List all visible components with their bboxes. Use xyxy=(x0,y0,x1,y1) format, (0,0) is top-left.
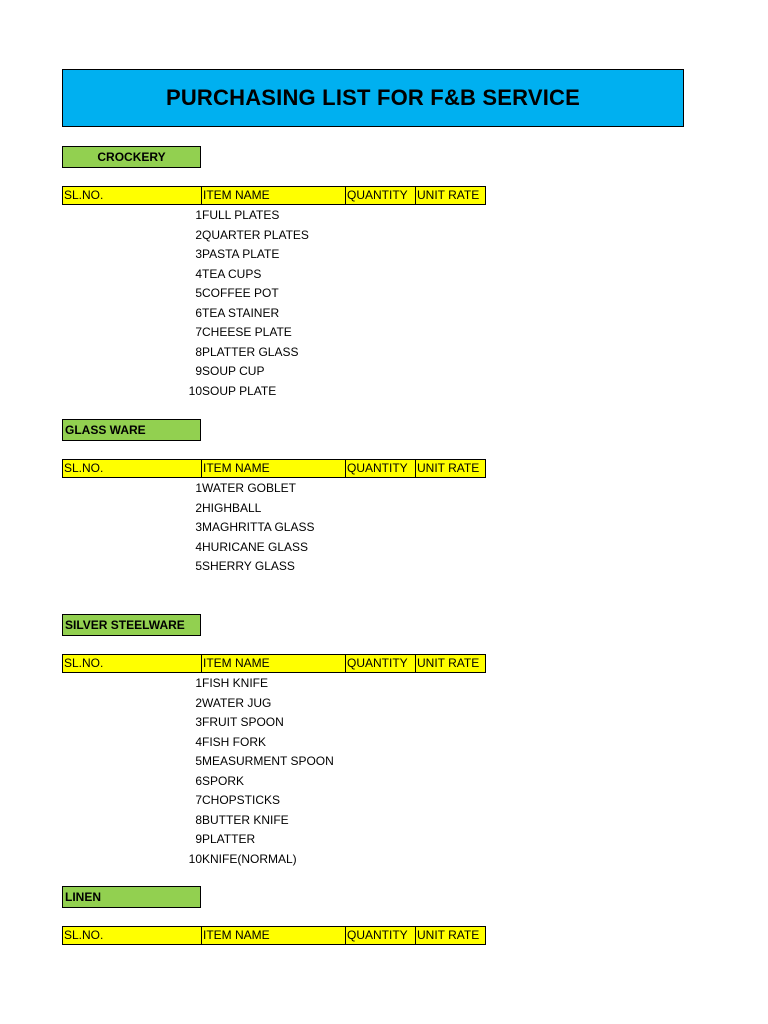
table-header xyxy=(62,926,486,945)
header-item-name: ITEM NAME xyxy=(203,461,270,475)
table-row xyxy=(62,479,682,499)
item-number: 2 xyxy=(195,227,202,242)
item-number: 5 xyxy=(195,754,202,768)
item-number: 3 xyxy=(195,247,202,261)
item-name: CHEESE PLATE xyxy=(202,325,292,339)
item-number: 7 xyxy=(195,325,202,339)
section-label: GLASS WARE xyxy=(62,419,201,441)
item-number: 8 xyxy=(195,812,202,827)
item-number: 10 xyxy=(188,851,202,866)
item-name: KNIFE(NORMAL) xyxy=(202,851,297,866)
table-row xyxy=(62,265,682,285)
header-item-name: ITEM NAME xyxy=(203,656,270,670)
item-name: PASTA PLATE xyxy=(202,247,280,261)
item-number: 6 xyxy=(195,773,202,788)
item-number: 1 xyxy=(195,676,202,690)
header-quantity: QUANTITY xyxy=(347,188,408,202)
item-name: SOUP PLATE xyxy=(202,383,277,398)
item-name: CHOPSTICKS xyxy=(202,793,281,807)
header-quantity: QUANTITY xyxy=(347,656,408,670)
item-name: FISH KNIFE xyxy=(202,676,269,690)
table-row xyxy=(62,382,682,402)
table-row xyxy=(62,343,682,363)
item-list xyxy=(62,206,682,401)
item-number: 9 xyxy=(195,364,202,378)
header-unit-rate: UNIT RATE xyxy=(417,656,480,670)
table-row xyxy=(62,713,682,733)
header-unit-rate: UNIT RATE xyxy=(417,461,480,475)
section-crockery xyxy=(62,146,682,401)
item-name: COFFEE POT xyxy=(202,286,279,300)
table-row xyxy=(62,538,682,558)
table-row xyxy=(62,694,682,714)
table-row xyxy=(62,772,682,792)
item-list xyxy=(62,674,682,869)
table-row xyxy=(62,830,682,850)
item-name: SPORK xyxy=(202,773,245,788)
section-silver-steelware xyxy=(62,614,682,869)
table-row xyxy=(62,811,682,831)
section-label: SILVER STEELWARE xyxy=(62,614,201,636)
item-number: 4 xyxy=(195,539,202,554)
section-label: LINEN xyxy=(62,886,201,908)
item-name: WATER GOBLET xyxy=(202,481,297,495)
table-row xyxy=(62,245,682,265)
item-name: BUTTER KNIFE xyxy=(202,812,289,827)
header-sl-no: SL.NO. xyxy=(64,461,104,475)
table-row xyxy=(62,284,682,304)
item-number: 10 xyxy=(188,383,202,398)
table-header xyxy=(62,459,486,478)
item-number: 8 xyxy=(195,344,202,359)
item-number: 1 xyxy=(195,208,202,222)
item-number: 5 xyxy=(195,559,202,573)
item-number: 4 xyxy=(195,734,202,749)
table-row xyxy=(62,304,682,324)
header-quantity: QUANTITY xyxy=(347,461,408,475)
item-name: FISH FORK xyxy=(202,734,267,749)
header-sl-no: SL.NO. xyxy=(64,928,104,942)
page-title: PURCHASING LIST FOR F&B SERVICE xyxy=(165,85,581,110)
item-number: 1 xyxy=(195,481,202,495)
item-name: PLATTER GLASS xyxy=(202,344,299,359)
table-row xyxy=(62,499,682,519)
item-number: 2 xyxy=(195,695,202,710)
title-banner xyxy=(62,69,684,127)
header-item-name: ITEM NAME xyxy=(203,928,270,942)
table-header xyxy=(62,186,486,205)
item-number: 3 xyxy=(195,715,202,729)
item-number: 7 xyxy=(195,793,202,807)
item-name: HIGHBALL xyxy=(202,500,262,515)
item-name: SOUP CUP xyxy=(202,364,265,378)
item-name: QUARTER PLATES xyxy=(202,227,309,242)
header-quantity: QUANTITY xyxy=(347,928,408,942)
item-number: 5 xyxy=(195,286,202,300)
item-name: PLATTER xyxy=(202,832,256,846)
table-row xyxy=(62,206,682,226)
table-row xyxy=(62,674,682,694)
item-name: WATER JUG xyxy=(202,695,272,710)
section-label: CROCKERY xyxy=(62,146,201,168)
table-row xyxy=(62,850,682,870)
table-row xyxy=(62,791,682,811)
table-row xyxy=(62,733,682,753)
table-row xyxy=(62,518,682,538)
header-sl-no: SL.NO. xyxy=(64,188,104,202)
item-name: SHERRY GLASS xyxy=(202,559,295,573)
table-row xyxy=(62,752,682,772)
section-linen xyxy=(62,886,682,946)
item-number: 2 xyxy=(195,500,202,515)
item-name: TEA STAINER xyxy=(202,305,280,320)
item-name: HURICANE GLASS xyxy=(202,539,309,554)
table-row xyxy=(62,362,682,382)
item-name: FULL PLATES xyxy=(202,208,280,222)
item-number: 3 xyxy=(195,520,202,534)
item-number: 6 xyxy=(195,305,202,320)
header-sl-no: SL.NO. xyxy=(64,656,104,670)
header-item-name: ITEM NAME xyxy=(203,188,270,202)
item-number: 4 xyxy=(195,266,202,281)
item-number: 9 xyxy=(195,832,202,846)
table-row xyxy=(62,323,682,343)
table-row xyxy=(62,557,682,577)
table-header xyxy=(62,654,486,673)
table-row xyxy=(62,226,682,246)
section-glass-ware xyxy=(62,419,682,577)
header-unit-rate: UNIT RATE xyxy=(417,928,480,942)
header-unit-rate: UNIT RATE xyxy=(417,188,480,202)
item-name: MEASURMENT SPOON xyxy=(202,754,334,768)
item-name: MAGHRITTA GLASS xyxy=(202,520,315,534)
item-name: TEA CUPS xyxy=(202,266,262,281)
item-name: FRUIT SPOON xyxy=(202,715,284,729)
item-list xyxy=(62,479,682,577)
